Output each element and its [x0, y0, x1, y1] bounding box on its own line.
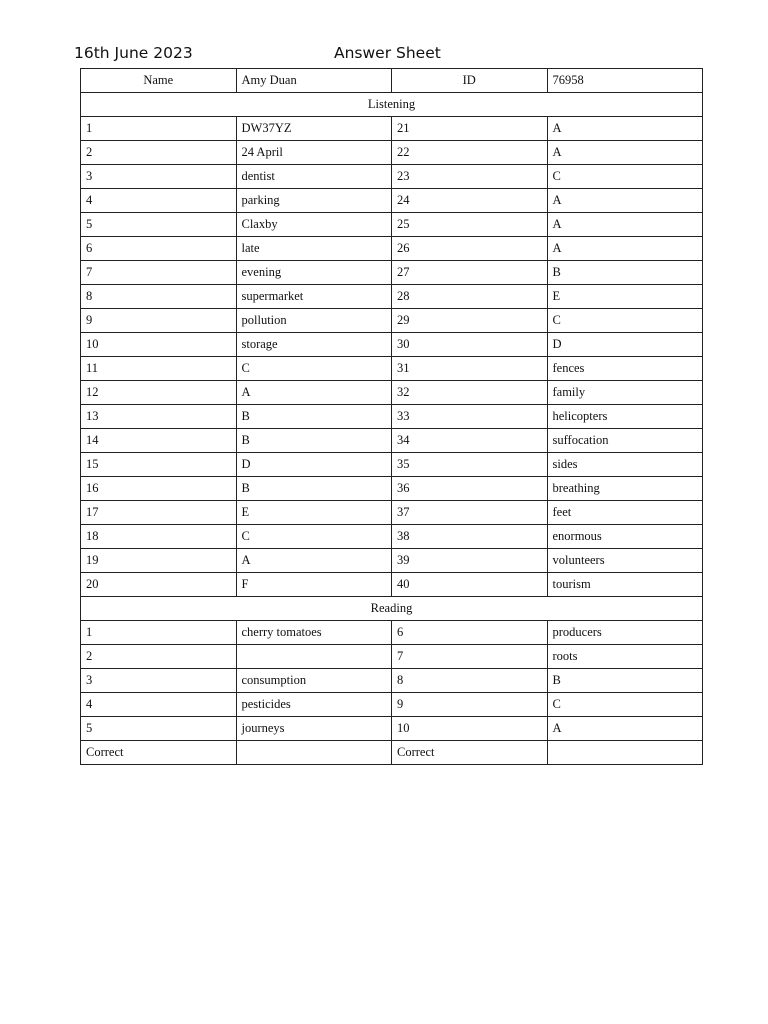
answer-cell: suffocation: [547, 429, 703, 453]
question-number: 8: [81, 285, 237, 309]
answer-cell: storage: [236, 333, 392, 357]
name-label: Name: [81, 69, 237, 93]
sheet-date: 16th June 2023: [74, 44, 193, 62]
question-number: 4: [81, 693, 237, 717]
answer-cell: B: [547, 669, 703, 693]
answer-cell: A: [547, 213, 703, 237]
question-number: 20: [81, 573, 237, 597]
listening-row: [81, 261, 703, 285]
answer-cell: C: [547, 309, 703, 333]
question-number: Correct: [392, 741, 548, 765]
question-number: 4: [81, 189, 237, 213]
answer-cell: breathing: [547, 477, 703, 501]
question-number: 21: [392, 117, 548, 141]
question-number: 35: [392, 453, 548, 477]
question-number: 17: [81, 501, 237, 525]
question-number: 37: [392, 501, 548, 525]
reading-row: [81, 717, 703, 741]
question-number: 13: [81, 405, 237, 429]
answer-cell: D: [236, 453, 392, 477]
listening-row: [81, 573, 703, 597]
listening-row: [81, 333, 703, 357]
answer-cell: A: [547, 237, 703, 261]
question-number: 3: [81, 669, 237, 693]
answer-cell: [236, 645, 392, 669]
answer-cell: C: [236, 357, 392, 381]
answer-table: [80, 68, 703, 765]
answer-cell: A: [236, 381, 392, 405]
answer-cell: E: [236, 501, 392, 525]
listening-row: [81, 405, 703, 429]
answer-cell: 24 April: [236, 141, 392, 165]
answer-cell: B: [236, 477, 392, 501]
question-number: 5: [81, 717, 237, 741]
question-number: 24: [392, 189, 548, 213]
question-number: 40: [392, 573, 548, 597]
answer-cell: [547, 741, 703, 765]
question-number: 19: [81, 549, 237, 573]
question-number: 9: [81, 309, 237, 333]
answer-table-body: [81, 69, 703, 765]
listening-row: [81, 213, 703, 237]
question-number: 12: [81, 381, 237, 405]
question-number: 15: [81, 453, 237, 477]
name-value: Amy Duan: [236, 69, 392, 93]
answer-cell: Claxby: [236, 213, 392, 237]
listening-row: [81, 381, 703, 405]
listening-row: [81, 309, 703, 333]
answer-cell: parking: [236, 189, 392, 213]
answer-cell: dentist: [236, 165, 392, 189]
question-number: 30: [392, 333, 548, 357]
question-number: 5: [81, 213, 237, 237]
answer-cell: volunteers: [547, 549, 703, 573]
reading-row: [81, 669, 703, 693]
answer-cell: DW37YZ: [236, 117, 392, 141]
answer-cell: E: [547, 285, 703, 309]
question-number: 28: [392, 285, 548, 309]
question-number: Correct: [81, 741, 237, 765]
listening-section-title: Listening: [81, 93, 703, 117]
question-number: 25: [392, 213, 548, 237]
answer-cell: consumption: [236, 669, 392, 693]
listening-section-header: [81, 93, 703, 117]
question-number: 33: [392, 405, 548, 429]
question-number: 38: [392, 525, 548, 549]
answer-cell: journeys: [236, 717, 392, 741]
info-row: [81, 69, 703, 93]
question-number: 32: [392, 381, 548, 405]
answer-cell: B: [236, 405, 392, 429]
question-number: 6: [392, 621, 548, 645]
question-number: 3: [81, 165, 237, 189]
listening-row: [81, 477, 703, 501]
listening-row: [81, 525, 703, 549]
question-number: 22: [392, 141, 548, 165]
question-number: 1: [81, 117, 237, 141]
reading-row: [81, 645, 703, 669]
answer-cell: B: [236, 429, 392, 453]
answer-cell: tourism: [547, 573, 703, 597]
answer-cell: C: [547, 693, 703, 717]
sheet-title: Answer Sheet: [334, 44, 441, 62]
question-number: 34: [392, 429, 548, 453]
listening-row: [81, 141, 703, 165]
answer-cell: late: [236, 237, 392, 261]
answer-cell: fences: [547, 357, 703, 381]
question-number: 31: [392, 357, 548, 381]
answer-cell: family: [547, 381, 703, 405]
answer-cell: A: [547, 141, 703, 165]
question-number: 2: [81, 141, 237, 165]
question-number: 23: [392, 165, 548, 189]
answer-cell: D: [547, 333, 703, 357]
question-number: 10: [81, 333, 237, 357]
question-number: 8: [392, 669, 548, 693]
listening-row: [81, 549, 703, 573]
reading-row: [81, 693, 703, 717]
question-number: 36: [392, 477, 548, 501]
question-number: 39: [392, 549, 548, 573]
question-number: 6: [81, 237, 237, 261]
answer-cell: B: [547, 261, 703, 285]
question-number: 27: [392, 261, 548, 285]
answer-cell: sides: [547, 453, 703, 477]
question-number: 26: [392, 237, 548, 261]
reading-section-title: Reading: [81, 597, 703, 621]
answer-cell: C: [547, 165, 703, 189]
id-label: ID: [392, 69, 548, 93]
listening-row: [81, 501, 703, 525]
question-number: 9: [392, 693, 548, 717]
reading-section-header: [81, 597, 703, 621]
question-number: 7: [392, 645, 548, 669]
answer-cell: A: [547, 189, 703, 213]
answer-cell: pollution: [236, 309, 392, 333]
answer-cell: supermarket: [236, 285, 392, 309]
listening-row: [81, 357, 703, 381]
question-number: 14: [81, 429, 237, 453]
listening-row: [81, 453, 703, 477]
answer-cell: cherry tomatoes: [236, 621, 392, 645]
answer-cell: F: [236, 573, 392, 597]
listening-row: [81, 189, 703, 213]
answer-cell: [236, 741, 392, 765]
answer-cell: feet: [547, 501, 703, 525]
answer-cell: enormous: [547, 525, 703, 549]
answer-cell: C: [236, 525, 392, 549]
answer-cell: evening: [236, 261, 392, 285]
answer-cell: roots: [547, 645, 703, 669]
listening-row: [81, 285, 703, 309]
answer-cell: A: [547, 117, 703, 141]
answer-cell: A: [547, 717, 703, 741]
reading-row: [81, 621, 703, 645]
answer-cell: helicopters: [547, 405, 703, 429]
answer-cell: pesticides: [236, 693, 392, 717]
listening-row: [81, 117, 703, 141]
question-number: 10: [392, 717, 548, 741]
listening-row: [81, 165, 703, 189]
listening-row: [81, 237, 703, 261]
question-number: 18: [81, 525, 237, 549]
question-number: 16: [81, 477, 237, 501]
question-number: 7: [81, 261, 237, 285]
listening-row: [81, 429, 703, 453]
answer-cell: producers: [547, 621, 703, 645]
reading-row: [81, 741, 703, 765]
question-number: 11: [81, 357, 237, 381]
question-number: 1: [81, 621, 237, 645]
id-value: 76958: [547, 69, 703, 93]
question-number: 29: [392, 309, 548, 333]
answer-cell: A: [236, 549, 392, 573]
question-number: 2: [81, 645, 237, 669]
